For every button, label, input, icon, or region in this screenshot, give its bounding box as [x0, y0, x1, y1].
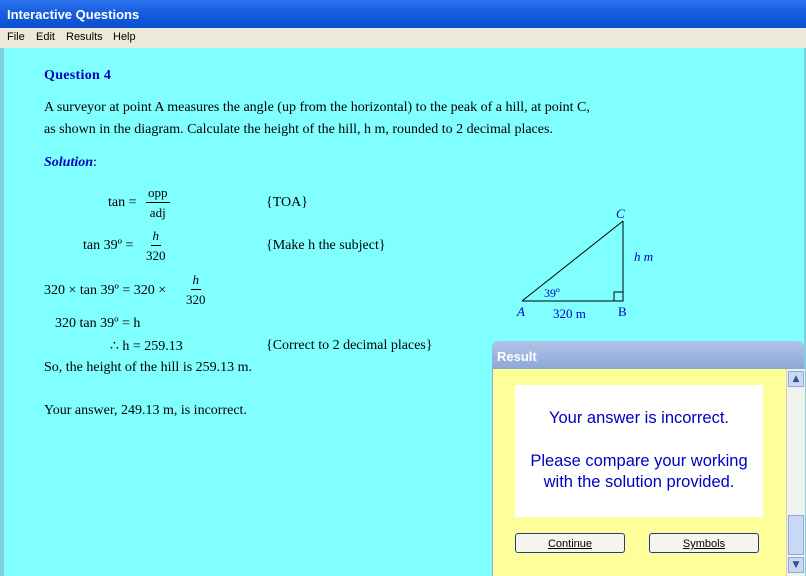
step2-denominator: 320 [146, 248, 166, 263]
solution-colon: : [93, 155, 97, 170]
menu-results[interactable]: Results [66, 31, 103, 43]
conclusion: So, the height of the hill is 259.13 m. [44, 360, 253, 375]
message-box [515, 385, 763, 517]
step2-lhs: tan 39º = [83, 238, 134, 253]
step3-lhs: 320 × tan 39º = 320 × [44, 283, 167, 298]
result-scrollbar[interactable] [786, 369, 805, 576]
step3-numerator: h [191, 273, 202, 290]
step3-denominator: 320 [186, 292, 206, 307]
step1-note: {TOA} [266, 195, 308, 210]
step1-numerator: opp [146, 186, 170, 203]
label-a: A [517, 304, 525, 319]
result-instruction: Please compare your working with the solution provided. [530, 452, 748, 491]
step1-lhs: tan = [108, 195, 137, 210]
step5-note: {Correct to 2 decimal places} [266, 338, 433, 353]
result-title-bar [492, 341, 804, 369]
step4: 320 tan 39º = h [55, 316, 141, 331]
label-c: C [616, 206, 625, 221]
scroll-up-icon[interactable]: ▲ [788, 371, 804, 387]
your-answer: Your answer, 249.13 m, is incorrect. [44, 403, 247, 418]
continue-button[interactable]: Continue [515, 533, 625, 553]
angle-label: 39º [544, 286, 560, 300]
height-label: h m [634, 249, 654, 264]
question-line-1: A surveyor at point A measures the angle (up from the horizontal) to the peak of a hill, at point C, [44, 100, 590, 115]
scroll-thumb[interactable] [788, 515, 804, 555]
scroll-down-icon[interactable]: ▼ [788, 557, 804, 573]
result-message: Your answer is incorrect. [548, 409, 730, 427]
question-line-2: as shown in the diagram. Calculate the height of the hill, h m, rounded to 2 decimal places. [44, 122, 553, 137]
symbols-button[interactable]: Symbols [649, 533, 759, 553]
result-panel [492, 341, 804, 576]
base-label: 320 m [553, 306, 586, 321]
question-title: Question 4 [44, 68, 112, 83]
menu-help[interactable]: Help [113, 31, 136, 43]
step1-denominator: adj [149, 205, 166, 220]
step2-numerator: h [151, 229, 162, 246]
result-title: Result [497, 349, 537, 364]
hypotenuse [522, 221, 623, 301]
right-angle-marker [614, 292, 623, 301]
step5: ∴ h = 259.13 [110, 339, 183, 354]
step2-note: {Make h the subject} [266, 238, 386, 253]
label-b: B [618, 304, 627, 319]
solution-label: Solution [44, 155, 94, 170]
menu-file[interactable]: File [7, 31, 25, 43]
window-title: Interactive Questions [7, 7, 140, 22]
menu-edit[interactable]: Edit [36, 31, 55, 43]
result-body [492, 369, 787, 576]
